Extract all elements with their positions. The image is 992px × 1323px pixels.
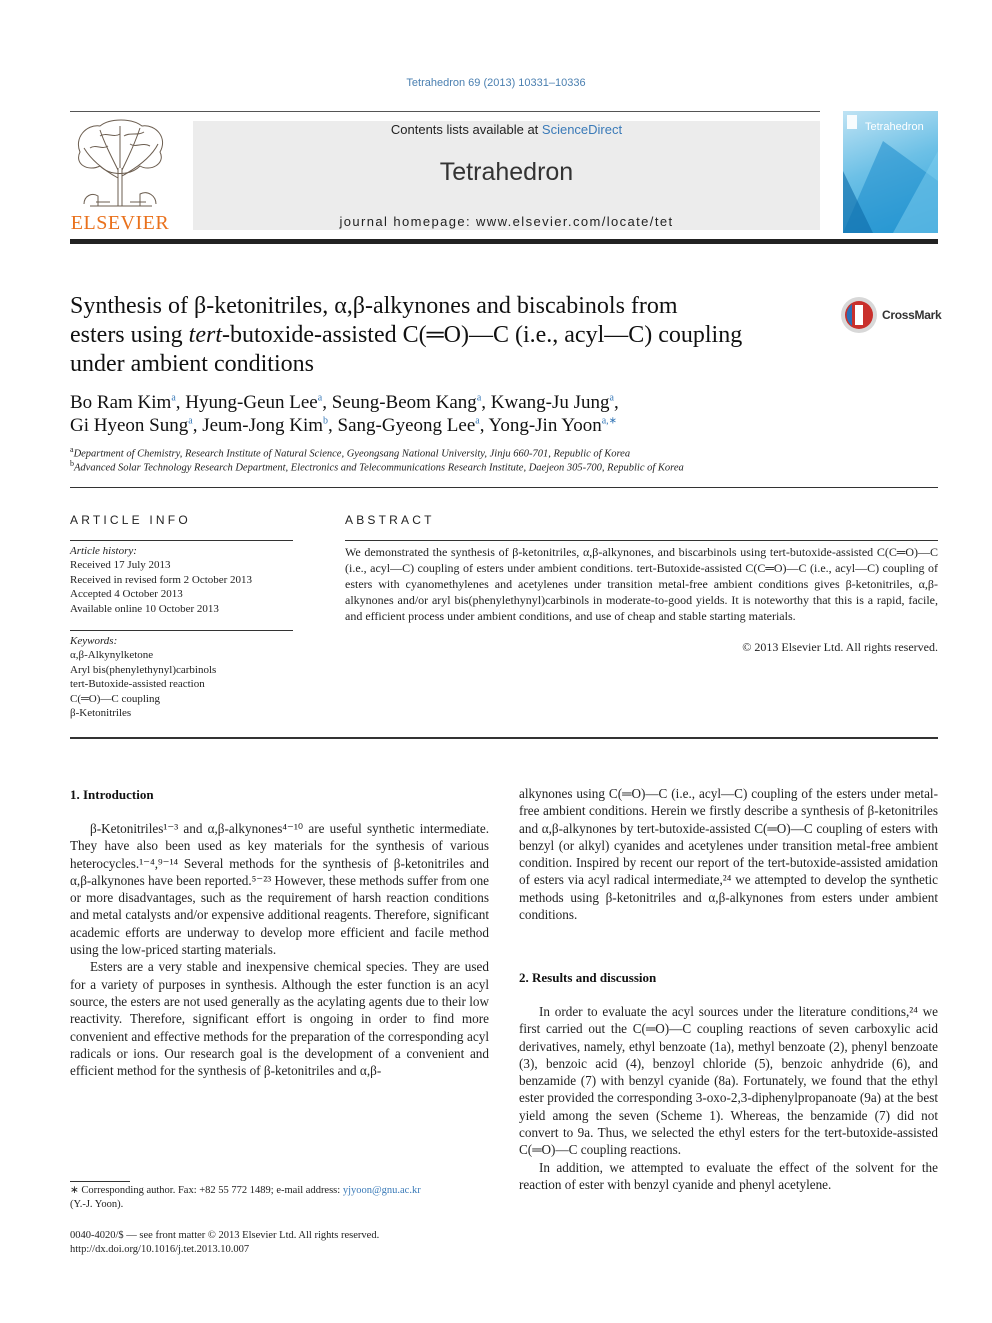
article-info-rule (70, 540, 293, 541)
history-item: Available online 10 October 2013 (70, 602, 219, 615)
doi-link[interactable]: http://dx.doi.org/10.1016/j.tet.2013.10.007 (70, 1244, 250, 1255)
author-name: Jeum-Jong Kim (202, 415, 324, 436)
history-item: Accepted 4 October 2013 (70, 588, 183, 601)
keywords-rule (70, 630, 293, 631)
author-affil-mark[interactable]: a (171, 392, 176, 404)
cover-title: Tetrahedron (865, 121, 924, 133)
author-row-1: Bo Ram Kim$^a$, Hyung-Geun Lee$^a$, Seung-Beom Kang$^a$, Kwang-Ju Jung$^a$, (70, 392, 619, 413)
author-affil-mark[interactable]: a (609, 392, 614, 404)
keyword: Aryl bis(phenylethynyl)carbinols (70, 663, 217, 676)
author-name: Kwang-Ju Jung (490, 392, 610, 413)
author-name: Yong-Jin Yoon (488, 415, 602, 436)
intro-paragraph-2: Esters are a very stable and inexpensive chemical species. They are used for a variety of purposes in synthesis. Although the ester function is an acyl source, the esters are not used generally as the acylating agents due to their low reactivity. Therefore, significant effort is ongoing in order to find more convenient and effective methods for the preparation of the corresponding acyl radicals or ions. Our research goal is the development of a convenient and efficient method for the synthesis of β-ketonitriles and α,β- (70, 959, 489, 1079)
author-name: Hyung-Geun Lee (185, 392, 318, 413)
results-paragraph-2: In addition, we attempted to evaluate the effect of the solvent for the reaction of ester with benzyl cyanide and phenyl acetylene. (519, 1159, 938, 1192)
author[interactable] (185, 392, 322, 413)
history-item: Received 17 July 2013 (70, 559, 171, 572)
affiliation-mark: a (70, 445, 74, 454)
author-affil-mark[interactable]: a (475, 415, 480, 427)
email-link[interactable]: yjyoon@gnu.ac.kr (342, 1185, 421, 1196)
journal-cover-image (843, 111, 938, 233)
author-name: Bo Ram Kim (70, 392, 172, 413)
intro-body (70, 820, 489, 1079)
intro-paragraph-continued: alkynones using C(═O)—C (i.e., acyl—C) coupling of the esters under metal-free ambient conditions. Herein we firstly describe a synthesis of β-ketonitriles and α,β-alkynones by tert-butoxide-assisted C(═O)—C coupling of esters with benzyl (or alkyl) cyanides and acetylenes under transition metal-free ambient condition. Inspired by recent our report of the tert-butoxide-assisted amidation of esters via acyl radical intermediate,²⁴ we attempted to develop the synthetic methods using β-ketonitriles and α,β-alkynones from esters under ambient conditions. (519, 786, 938, 923)
author-affil-mark[interactable]: a (317, 392, 323, 404)
abstract-copyright: © 2013 Elsevier Ltd. All rights reserved. (742, 640, 938, 654)
author[interactable] (489, 415, 618, 436)
abstract-heading: ABSTRACT (345, 513, 435, 527)
author-affil-mark[interactable]: a (476, 392, 482, 404)
keyword: β-Ketonitriles (70, 707, 132, 720)
header-thick-rule (70, 239, 938, 244)
author-affil-mark[interactable]: b (323, 415, 329, 427)
author-row-2: Gi Hyeon Sung$^a$, Jeum-Jong Kim$^b$, Sang-Gyeong Lee$^a$, Yong-Jin Yoon$^{a,∗}$ (70, 415, 618, 436)
intro-heading: 1. Introduction (70, 787, 154, 802)
author[interactable] (70, 415, 193, 436)
author-name: Seung-Beom Kang (331, 392, 477, 413)
author-name: Gi Hyeon Sung (70, 415, 189, 436)
contents-prefix: Contents lists available at (390, 122, 542, 137)
author-affil-mark[interactable]: a (188, 415, 193, 427)
sciencedirect-link[interactable]: ScienceDirect (541, 122, 623, 137)
paper-title (70, 292, 810, 379)
corresponding-footnote (70, 1184, 490, 1212)
affiliation-text: Advanced Solar Technology Research Department, Electronics and Telecommunications Research Institute, Daejeon 305-700, Republic of Korea (74, 462, 684, 474)
history-label: Article history: (70, 545, 137, 557)
section-divider (70, 487, 938, 488)
elsevier-wordmark: ELSEVIER (70, 212, 170, 234)
crossmark-icon (840, 296, 878, 334)
keyword: C(═O)—C coupling (70, 692, 160, 705)
front-matter-divider (70, 737, 938, 739)
keywords (70, 634, 295, 720)
journal-reference-link[interactable]: Tetrahedron 69 (2013) 10331–10336 (406, 77, 586, 89)
affiliation-a (70, 445, 940, 460)
keyword: α,β-Alkynylketone (70, 649, 154, 662)
corresponding-name: (Y.-J. Yoon). (70, 1199, 124, 1210)
keyword: tert-Butoxide-assisted reaction (70, 678, 205, 691)
results-heading: 2. Results and discussion (519, 970, 657, 985)
affiliation-mark: b (70, 459, 74, 468)
title-line-3: under ambient conditions (70, 351, 314, 377)
abstract-rule (345, 540, 938, 541)
crossmark-label: CrossMark (882, 308, 942, 322)
title-line-2-pre: esters using (70, 322, 189, 348)
intro-paragraph-1: β-Ketonitriles¹⁻³ and α,β-alkynones⁴⁻¹⁰ are useful synthetic intermediate. They have also been used as key materials for the synthesis of various heterocycles.¹⁻⁴,⁹⁻¹⁴ Several methods for the synthesis of β-ketonitriles and α,β-alkynones have been reported.⁵⁻²³ However, these methods suffer from one or more disadvantages, such as the requirement of harsh reaction conditions and metal catalysts and/or expensive additional reagents. Therefore, significant academic efforts are underway to develop more efficient and facile method using the low-priced starting materials. (70, 821, 490, 958)
title-line-1: Synthesis of β-ketonitriles, α,β-alkynones and biscabinols from (70, 293, 678, 319)
crossmark-button[interactable] (840, 296, 940, 336)
right-column (519, 785, 938, 923)
author-affil-mark[interactable]: a,∗ (601, 415, 618, 427)
author[interactable] (70, 392, 176, 413)
results-paragraph-1: In order to evaluate the acyl sources under the literature conditions,²⁴ we first carried out the C(═O)—C coupling reactions of seven carboxylic acid derivatives, namely, ethyl benzoate (1a), methyl benzoate (2), phenyl benzoate (3), benzoic acid (4), benzoyl chloride (5), benzoic anhydride (6), and benzamide (7) with benzyl cyanide (8a). Fortunately, we found that the ethyl ester provided the corresponding 3-oxo-2,3-diphenylpropanoate (9a) at the best yield among the seven (Scheme 1). Whereas, the benzamide (7) did not convert to 9a. Thus, we selected the ethyl esters for the tert-butoxide-assisted C(═O)—C coupling reactions. (519, 1004, 938, 1158)
history-item: Received in revised form 2 October 2013 (70, 573, 253, 586)
affiliation-b (70, 459, 940, 474)
abstract-text: We demonstrated the synthesis of β-ketonitriles, α,β-alkynones, and biscarbinols using tert-butoxide-assisted C(C═O)—C (i.e., acyl—C) coupling of esters under ambient conditions. tert-Butoxide-assisted C(C═O)—C (i.e., acyl—C) coupling of esters with cyanomethylenes and acetylenes under transition metal-free ambient conditions gives β-ketonitriles, α,β-alkynones and/or aryl bis(phenylethynyl)carbinols in moderate-to-good yields. It is noteworthy that this is a rapid, facile, and efficient process under ambient conditions, and use of cheap and stable starting materials. (345, 545, 938, 623)
article-info-heading: ARTICLE INFO (70, 513, 191, 527)
author-name: Sang-Gyeong Lee (337, 415, 476, 436)
issn-line: 0040-4020/$ — see front matter © 2013 Elsevier Ltd. All rights reserved. (70, 1230, 380, 1241)
title-line-2 (70, 321, 810, 350)
author[interactable] (338, 415, 480, 436)
footnote-rule (70, 1181, 130, 1182)
author[interactable] (202, 415, 328, 436)
journal-title: Tetrahedron (439, 158, 574, 186)
header-top-rule (70, 111, 820, 112)
journal-homepage-link[interactable]: journal homepage: www.elsevier.com/locate/tet (339, 214, 674, 229)
article-history (70, 544, 295, 616)
results-body (519, 1003, 938, 1193)
author[interactable] (491, 392, 614, 413)
contents-line (193, 122, 820, 137)
title-line-2-post: -butoxide-assisted C(═O)—C (i.e., acyl—C) coupling (221, 322, 743, 348)
title-line-2-italic: tert (188, 322, 222, 348)
author[interactable] (332, 392, 482, 413)
keywords-label: Keywords: (70, 635, 118, 647)
affiliation-text: Department of Chemistry, Research Institute of Natural Science, Gyeongsang National University, Jinju 660-701, Republic of Korea (73, 448, 631, 460)
corresponding-text: ∗ Corresponding author. Fax: +82 55 772 1489; e-mail address: (70, 1185, 343, 1196)
